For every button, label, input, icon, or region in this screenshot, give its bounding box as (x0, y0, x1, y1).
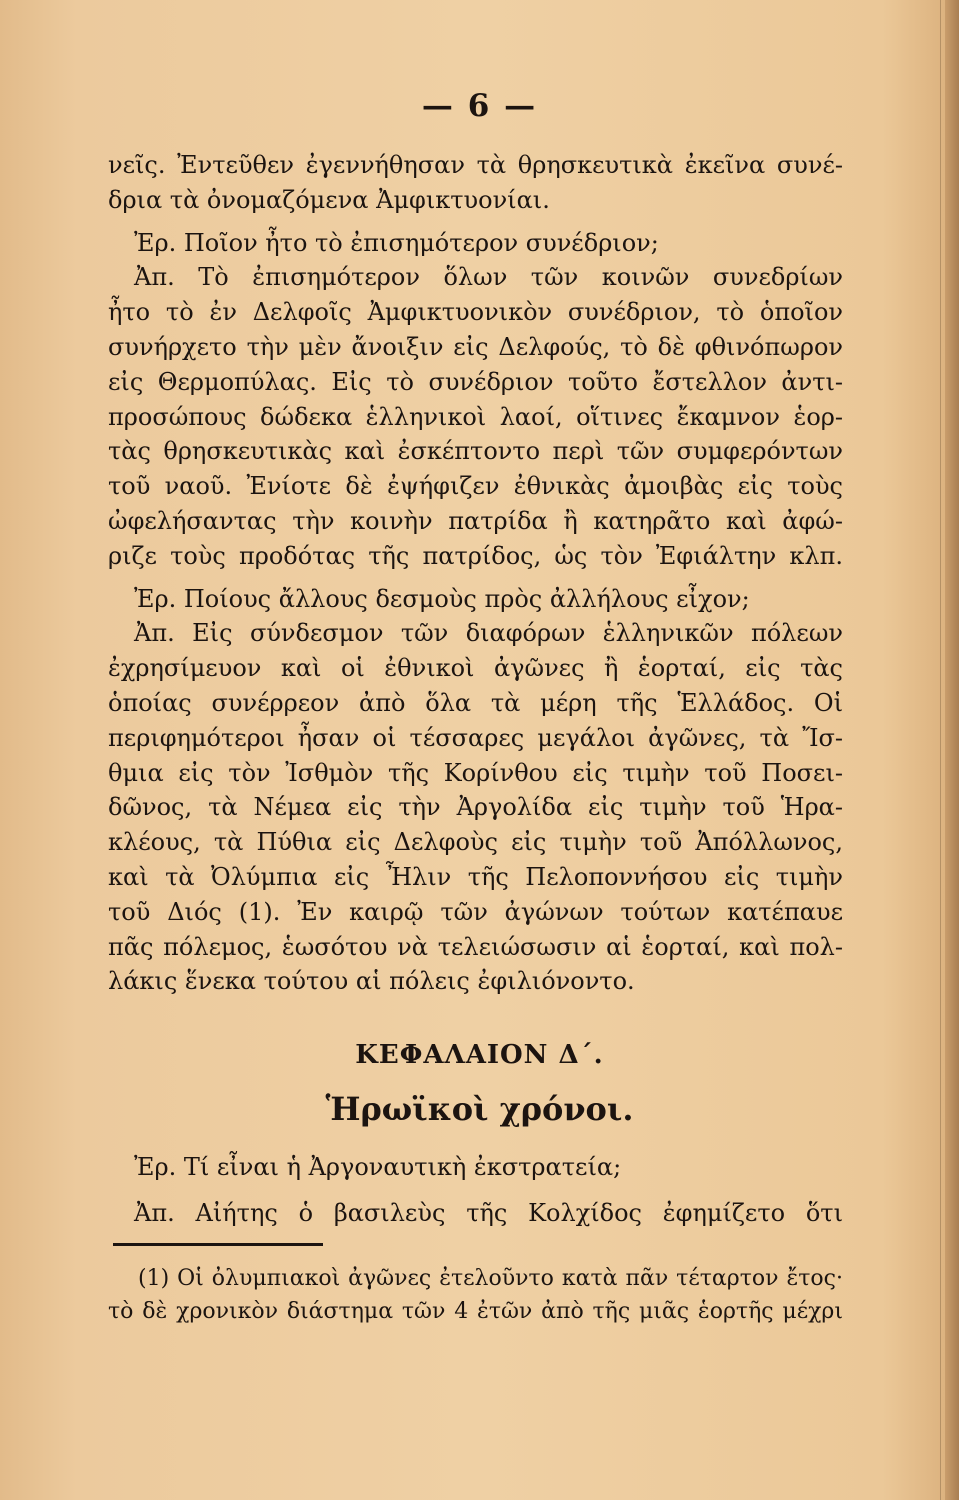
body-line: Ἐρ. Ποῖον ἦτο τὸ ἐπισημότερον συνέδριον; (134, 228, 659, 257)
page-number: — 6 — (421, 88, 538, 124)
body-line: Ἀπ. Εἰς σύνδεσμον τῶν διαφόρων ἑλληνικῶν πόλεων (134, 619, 843, 648)
body-line: περιφημότεροι ἦσαν οἱ τέσσαρες μεγάλοι ἀγῶνες, τὰ Ἴσ- (108, 723, 843, 752)
answer-line: Ἀπ. Αἰήτης ὁ βασιλεὺς τῆς Κολχίδος ἐφημίζετο ὅτι (134, 1199, 843, 1227)
footnote (108, 1262, 843, 1328)
body-line: κλέους, τὰ Πύθια εἰς Δελφοὺς εἰς τιμὴν τοῦ Ἀπόλλωνος, (108, 828, 843, 857)
body-line: ριζε τοὺς προδότας τῆς πατρίδος, ὡς τὸν Ἐφιάλτην κλπ. (108, 541, 843, 570)
body-line: λάκις ἕνεκα τούτου αἱ πόλεις ἐφιλιόνοντο. (108, 967, 635, 996)
question-line: Ἐρ. Τί εἶναι ἡ Ἀργοναυτικὴ ἐκστρατεία; (134, 1153, 622, 1181)
body-line: τοῦ ναοῦ. Ἐνίοτε δὲ ἐψήφιζεν ἐθνικὰς ἀμοιβὰς εἰς τοὺς (108, 472, 843, 501)
body-line: τὰς θρησκευτικὰς καὶ ἐσκέπτοντο περὶ τῶν συμφερόντων (108, 437, 843, 466)
body-line: προσώπους δώδεκα ἑλληνικοὶ λαοί, οἵτινες ἔκαμνον ἑορ- (108, 402, 843, 431)
chapter-subheading: Ἡρωϊκοὶ χρόνοι. (325, 1090, 634, 1128)
body-line: συνήρχετο τὴν μὲν ἄνοιξιν εἰς Δελφούς, τὸ δὲ φθινόπωρον (108, 332, 843, 361)
body-line: ὁποίας συνέρρεον ἀπὸ ὅλα τὰ μέρη τῆς Ἑλλάδος. Οἱ (108, 688, 843, 717)
body-line: πᾶς πόλεμος, ἑωσότου νὰ τελειώσωσιν αἱ ἑορταί, καὶ πολ- (108, 932, 843, 961)
body-line: Ἐρ. Ποίους ἄλλους δεσμοὺς πρὸς ἀλλήλους εἶχον; (134, 584, 750, 613)
body-text (108, 148, 843, 999)
body-line: καὶ τὰ Ὀλύμπια εἰς Ἦλιν τῆς Πελοποννήσου εἰς τιμὴν (108, 862, 843, 891)
chapter-heading: ΚΕΦΑΛΑΙΟΝ Δ΄. (355, 1040, 604, 1070)
body-line: θμια εἰς τὸν Ἰσθμὸν τῆς Κορίνθου εἰς τιμὴν τοῦ Ποσει- (108, 758, 843, 787)
body-line: ἦτο τὸ ἐν Δελφοῖς Ἀμφικτυονικὸν συνέδριον, τὸ ὁποῖον (108, 298, 843, 327)
page-fold-line (940, 0, 941, 1500)
footnote-line: (1) Οἱ ὀλυμπιακοὶ ἀγῶνες ἐτελοῦντο κατὰ πᾶν τέταρτον ἔτος· (138, 1266, 843, 1291)
body-line: ὠφελήσαντας τὴν κοινὴν πατρίδα ἢ κατηρᾶτο καὶ ἀφώ- (108, 506, 843, 535)
body-line: δῶνος, τὰ Νέμεα εἰς τὴν Ἀργολίδα εἰς τιμὴν τοῦ Ἡρα- (108, 793, 843, 822)
body-line: Ἀπ. Τὸ ἐπισημότερον ὅλων τῶν κοινῶν συνεδρίων (134, 263, 843, 292)
paragraph-gap (108, 574, 843, 582)
body-line: εἰς Θερμοπύλας. Εἰς τὸ συνέδριον τοῦτο ἔστελλον ἀντι- (108, 367, 843, 396)
paragraph-gap (108, 218, 843, 226)
body-line: ἐχρησίμευον καὶ οἱ ἐθνικοὶ ἀγῶνες ἢ ἑορταί, εἰς τὰς (108, 654, 843, 683)
footnote-line: τὸ δὲ χρονικὸν διάστημα τῶν 4 ἐτῶν ἀπὸ τῆς μιᾶς ἑορτῆς μέχρι (108, 1299, 843, 1324)
footnote-rule (113, 1243, 323, 1246)
body-line: δρια τὰ ὀνομαζόμενα Ἀμφικτυονίαι. (108, 185, 550, 214)
body-line: τοῦ Διός (1). Ἐν καιρῷ τῶν ἀγώνων τούτων κατέπαυε (108, 897, 843, 926)
body-line: νεῖς. Ἐντεῦθεν ἐγεννήθησαν τὰ θρησκευτικὰ ἐκεῖνα συνέ- (108, 151, 843, 179)
page-edge (945, 0, 959, 1500)
